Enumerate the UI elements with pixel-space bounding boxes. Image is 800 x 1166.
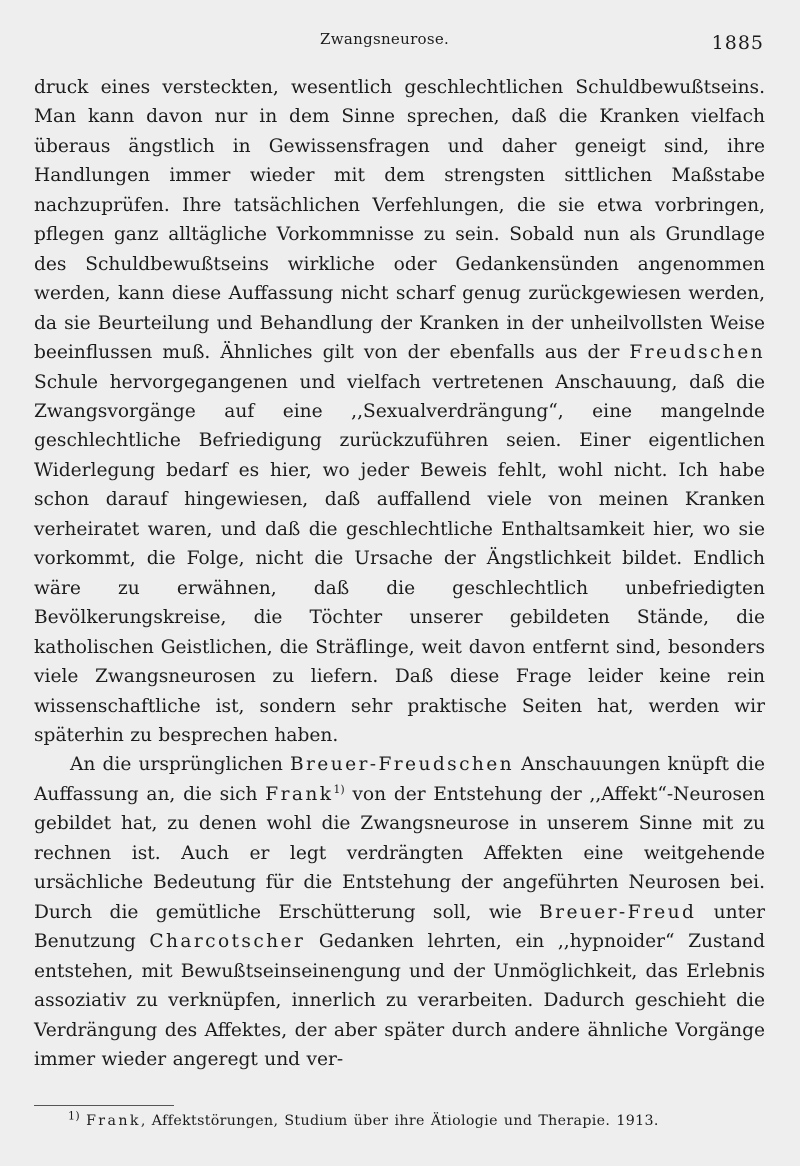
body-text bbox=[34, 73, 765, 1074]
footnote-reference[interactable]: 1) bbox=[333, 782, 345, 796]
author-name-breuer-freud: Breuer-Freud bbox=[539, 901, 697, 923]
page-number: 1885 bbox=[711, 32, 764, 54]
paragraph-1-text-a: druck eines versteckten, wesentlich geschlechtlichen Schuldbewußtseins. Man kann davon nur in dem Sinne sprechen, daß die Kranken vielfach überaus ängstlich in Gewissensfragen und daher geneigt sind, ihre Handlungen immer wieder mit dem strengsten sittlichen Maßstabe nachzuprüfen. Ihre tatsächlichen Verfehlungen, die sie etwa vorbringen, pflegen ganz alltägliche Vorkommnisse zu sein. Sobald nun als Grundlage des Schuldbewußtseins wirkliche oder Gedankensünden angenommen werden, kann diese Auffassung nicht scharf genug zurückgewiesen werden, da sie Beurteilung und Behandlung der Kranken in der unheilvollsten Weise beeinflussen muß. Ähnliches gilt von der ebenfalls aus der bbox=[34, 77, 765, 364]
footnote-divider bbox=[34, 1105, 174, 1106]
paragraph-2-text-c: von der Entstehung der ,,Affekt“-Neurosen gebildet hat, zu denen wohl die Zwangsneurose in unserem Sinne mit zu rechnen ist. Auch er legt verdrängten Affekten eine weitgehende ursächliche Bedeutung für die Entstehung der angeführten Neurosen bei. Durch die gemütliche Erschütterung soll, wie bbox=[34, 783, 765, 923]
running-head: Zwangsneurose. bbox=[320, 30, 450, 48]
paragraph-2-text-a: An die ursprünglichen bbox=[70, 754, 290, 776]
author-name-breuer-freudschen: Breuer-Freudschen bbox=[289, 754, 515, 776]
paragraph-1 bbox=[34, 73, 765, 750]
author-name-charcotscher: Charcotscher bbox=[149, 931, 306, 953]
footnote-author: Frank bbox=[86, 1113, 141, 1129]
paragraph-2-text-d: unter Benutzung bbox=[34, 901, 765, 953]
paragraph-2 bbox=[34, 750, 765, 1074]
paragraph-1-text-b: Schule hervorgegangenen und vielfach vertretenen Anschauung, daß die Zwangsvorgänge auf eine ,,Sexualverdrängung“, eine mangelnde geschlechtliche Befriedigung zurückzuführen seien. Einer eigentlichen Widerlegung bedarf es hier, wo jeder Beweis fehlt, wohl nicht. Ich habe schon darauf hingewiesen, daß auffallend viele von meinen Kranken verheiratet waren, und daß die geschlechtliche Enthaltsamkeit hier, wo sie vorkommt, die Folge, nicht die Ursache der Ängstlichkeit bildet. Endlich wäre zu erwähnen, daß die geschlechtlich unbefriedigten Bevölkerungskreise, die Töchter unserer gebildeten Stände, die katholischen Geistlichen, die Sträflinge, weit davon entfernt sind, besonders viele Zwangsneurosen zu liefern. Daß diese Frage leider keine rein wissenschaftliche ist, sondern sehr praktische Seiten hat, werden wir späterhin zu besprechen haben. bbox=[34, 371, 765, 746]
paragraph-2-text-e: Gedanken lehrten, ein ,,hypnoider“ Zustand entstehen, mit Bewußtseinseinengung und der Unmöglichkeit, das Erlebnis assoziativ zu verknüpfen, innerlich zu verarbeiten. Dadurch geschieht die Verdrängung des Affektes, der aber später durch andere ähnliche Vorgänge immer wieder angeregt und ver- bbox=[34, 931, 765, 1070]
paragraph-2-text-b: Anschauungen knüpft die Auffassung an, die sich bbox=[34, 754, 765, 805]
author-name-frank: Frank bbox=[265, 783, 334, 805]
author-name-freudschen: Freudschen bbox=[629, 342, 765, 364]
footnote-mark: 1) bbox=[68, 1109, 80, 1123]
footnote-text: , Affektstörungen, Studium über ihre Ätiologie und Therapie. 1913. bbox=[140, 1113, 659, 1129]
footnote bbox=[68, 1111, 768, 1131]
